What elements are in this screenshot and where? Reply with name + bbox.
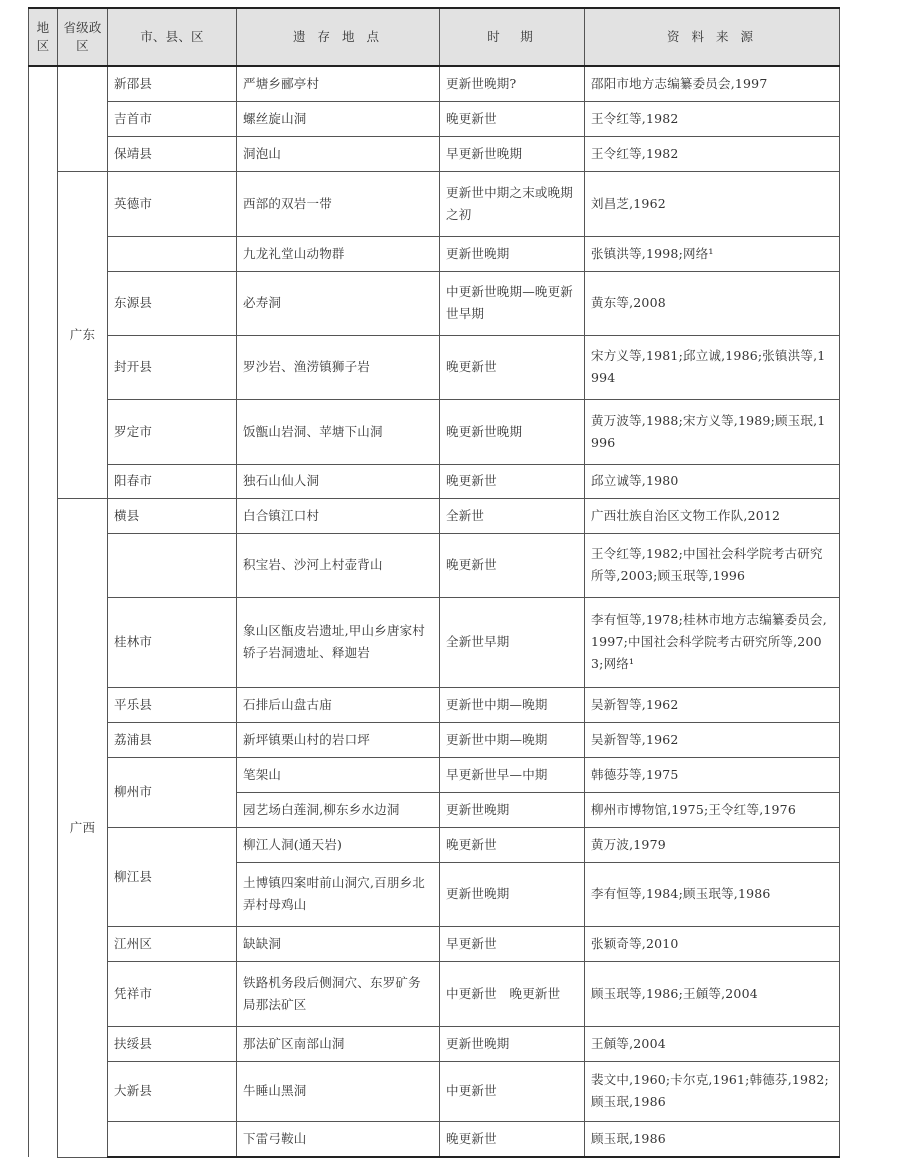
source-cell: 张颖奇等,2010 — [585, 926, 840, 961]
city-cell: 阳春市 — [108, 464, 237, 498]
table-row — [29, 961, 840, 1026]
table-row — [29, 1121, 840, 1157]
province-cell-guangdong: 广东 — [58, 171, 108, 498]
source-cell: 顾玉珉,1986 — [585, 1121, 840, 1157]
period-cell: 更新世中期—晚期 — [440, 687, 585, 722]
source-cell: 邵阳市地方志编纂委员会,1997 — [585, 66, 840, 101]
header-period: 时 期 — [440, 8, 585, 66]
city-cell: 英德市 — [108, 171, 237, 236]
header-province: 省级政区 — [58, 8, 108, 66]
period-cell: 晚更新世 — [440, 533, 585, 597]
table-row — [29, 926, 840, 961]
source-cell: 黄万波,1979 — [585, 827, 840, 862]
source-cell: 裴文中,1960;卡尔克,1961;韩德芬,1982;顾玉珉,1986 — [585, 1061, 840, 1121]
period-cell: 更新世晚期? — [440, 66, 585, 101]
site-cell: 独石山仙人洞 — [237, 464, 440, 498]
period-cell: 更新世晚期 — [440, 862, 585, 926]
data-table — [28, 7, 840, 1158]
site-cell: 螺丝旋山洞 — [237, 101, 440, 136]
site-cell: 饭甑山岩洞、苹塘下山洞 — [237, 399, 440, 464]
table-row — [29, 687, 840, 722]
table-row — [29, 533, 840, 597]
table-row — [29, 171, 840, 236]
city-cell: 横县 — [108, 498, 237, 533]
site-cell: 土博镇四案咁前山洞穴,百朋乡北弄村母鸡山 — [237, 862, 440, 926]
source-cell: 广西壮族自治区文物工作队,2012 — [585, 498, 840, 533]
table-row — [29, 827, 840, 862]
period-cell: 更新世中期之末或晚期之初 — [440, 171, 585, 236]
site-cell: 柳江人洞(通天岩) — [237, 827, 440, 862]
source-cell: 王頠等,2004 — [585, 1026, 840, 1061]
source-cell: 吴新智等,1962 — [585, 687, 840, 722]
city-cell: 柳江县 — [108, 827, 237, 926]
province-cell-hunan — [58, 66, 108, 171]
source-cell: 宋方义等,1981;邱立诚,1986;张镇洪等,1994 — [585, 335, 840, 399]
table-row — [29, 597, 840, 687]
site-cell: 必寿洞 — [237, 271, 440, 335]
period-cell: 中更新世晚期—晚更新世早期 — [440, 271, 585, 335]
source-cell: 黄万波等,1988;宋方义等,1989;顾玉珉,1996 — [585, 399, 840, 464]
site-cell: 园艺场白莲洞,柳东乡水边洞 — [237, 792, 440, 827]
city-cell: 保靖县 — [108, 136, 237, 171]
source-cell: 王令红等,1982 — [585, 136, 840, 171]
period-cell: 更新世中期—晚期 — [440, 722, 585, 757]
period-cell: 晚更新世 — [440, 335, 585, 399]
site-cell: 积宝岩、沙河上村壶背山 — [237, 533, 440, 597]
city-cell: 江州区 — [108, 926, 237, 961]
city-cell — [108, 236, 237, 271]
site-cell: 罗沙岩、渔涝镇狮子岩 — [237, 335, 440, 399]
source-cell: 张镇洪等,1998;网络¹ — [585, 236, 840, 271]
city-cell: 大新县 — [108, 1061, 237, 1121]
table-row — [29, 236, 840, 271]
period-cell: 晚更新世晚期 — [440, 399, 585, 464]
source-cell: 柳州市博物馆,1975;王令红等,1976 — [585, 792, 840, 827]
table-header-row — [29, 8, 840, 66]
source-cell: 王令红等,1982 — [585, 101, 840, 136]
period-cell: 晚更新世 — [440, 827, 585, 862]
site-cell: 九龙礼堂山动物群 — [237, 236, 440, 271]
period-cell: 晚更新世 — [440, 1121, 585, 1157]
table-row — [29, 335, 840, 399]
site-cell: 西部的双岩一带 — [237, 171, 440, 236]
table-row — [29, 722, 840, 757]
site-cell: 笔架山 — [237, 757, 440, 792]
source-cell: 王令红等,1982;中国社会科学院考古研究所等,2003;顾玉珉等,1996 — [585, 533, 840, 597]
period-cell: 晚更新世 — [440, 101, 585, 136]
region-cell — [29, 66, 58, 1157]
city-cell — [108, 1121, 237, 1157]
province-cell-guangxi: 广西 — [58, 498, 108, 1157]
header-site: 遗 存 地 点 — [237, 8, 440, 66]
table-row — [29, 101, 840, 136]
table-row — [29, 757, 840, 792]
period-cell: 中更新世 晚更新世 — [440, 961, 585, 1026]
source-cell: 韩德芬等,1975 — [585, 757, 840, 792]
city-cell: 罗定市 — [108, 399, 237, 464]
source-cell: 邱立诚等,1980 — [585, 464, 840, 498]
city-cell: 吉首市 — [108, 101, 237, 136]
city-cell: 封开县 — [108, 335, 237, 399]
header-source: 资 料 来 源 — [585, 8, 840, 66]
city-cell — [108, 533, 237, 597]
period-cell: 更新世晚期 — [440, 1026, 585, 1061]
period-cell: 全新世早期 — [440, 597, 585, 687]
site-cell: 石排后山盘古庙 — [237, 687, 440, 722]
source-cell: 刘昌芝,1962 — [585, 171, 840, 236]
site-cell: 洞泡山 — [237, 136, 440, 171]
period-cell: 早更新世晚期 — [440, 136, 585, 171]
source-cell: 李有恒等,1978;桂林市地方志编纂委员会,1997;中国社会科学院考古研究所等,2003;网络¹ — [585, 597, 840, 687]
city-cell: 东源县 — [108, 271, 237, 335]
table-row — [29, 399, 840, 464]
table-row — [29, 136, 840, 171]
site-cell: 新坪镇栗山村的岩口坪 — [237, 722, 440, 757]
period-cell: 中更新世 — [440, 1061, 585, 1121]
header-city: 市、县、区 — [108, 8, 237, 66]
table-row — [29, 464, 840, 498]
period-cell: 更新世晚期 — [440, 792, 585, 827]
site-cell: 下雷弓鞍山 — [237, 1121, 440, 1157]
site-cell: 严塘乡郦亭村 — [237, 66, 440, 101]
table-row — [29, 66, 840, 101]
site-cell: 铁路机务段后侧洞穴、东罗矿务局那法矿区 — [237, 961, 440, 1026]
site-cell: 白合镇江口村 — [237, 498, 440, 533]
source-cell: 李有恒等,1984;顾玉珉等,1986 — [585, 862, 840, 926]
table-row — [29, 271, 840, 335]
city-cell: 荔浦县 — [108, 722, 237, 757]
city-cell: 凭祥市 — [108, 961, 237, 1026]
source-cell: 黄东等,2008 — [585, 271, 840, 335]
table-row — [29, 1026, 840, 1061]
table-row — [29, 1061, 840, 1121]
city-cell: 新邵县 — [108, 66, 237, 101]
city-cell: 桂林市 — [108, 597, 237, 687]
site-cell: 牛睡山黑洞 — [237, 1061, 440, 1121]
period-cell: 早更新世 — [440, 926, 585, 961]
period-cell: 全新世 — [440, 498, 585, 533]
table-row — [29, 498, 840, 533]
site-cell: 缺缺洞 — [237, 926, 440, 961]
city-cell: 柳州市 — [108, 757, 237, 827]
city-cell: 扶绥县 — [108, 1026, 237, 1061]
site-cell: 那法矿区南部山洞 — [237, 1026, 440, 1061]
period-cell: 更新世晚期 — [440, 236, 585, 271]
city-cell: 平乐县 — [108, 687, 237, 722]
period-cell: 早更新世早—中期 — [440, 757, 585, 792]
source-cell: 顾玉珉等,1986;王頠等,2004 — [585, 961, 840, 1026]
source-cell: 吴新智等,1962 — [585, 722, 840, 757]
period-cell: 晚更新世 — [440, 464, 585, 498]
header-region: 地区 — [29, 8, 58, 66]
site-cell: 象山区甑皮岩遗址,甲山乡唐家村轿子岩洞遗址、释迦岩 — [237, 597, 440, 687]
